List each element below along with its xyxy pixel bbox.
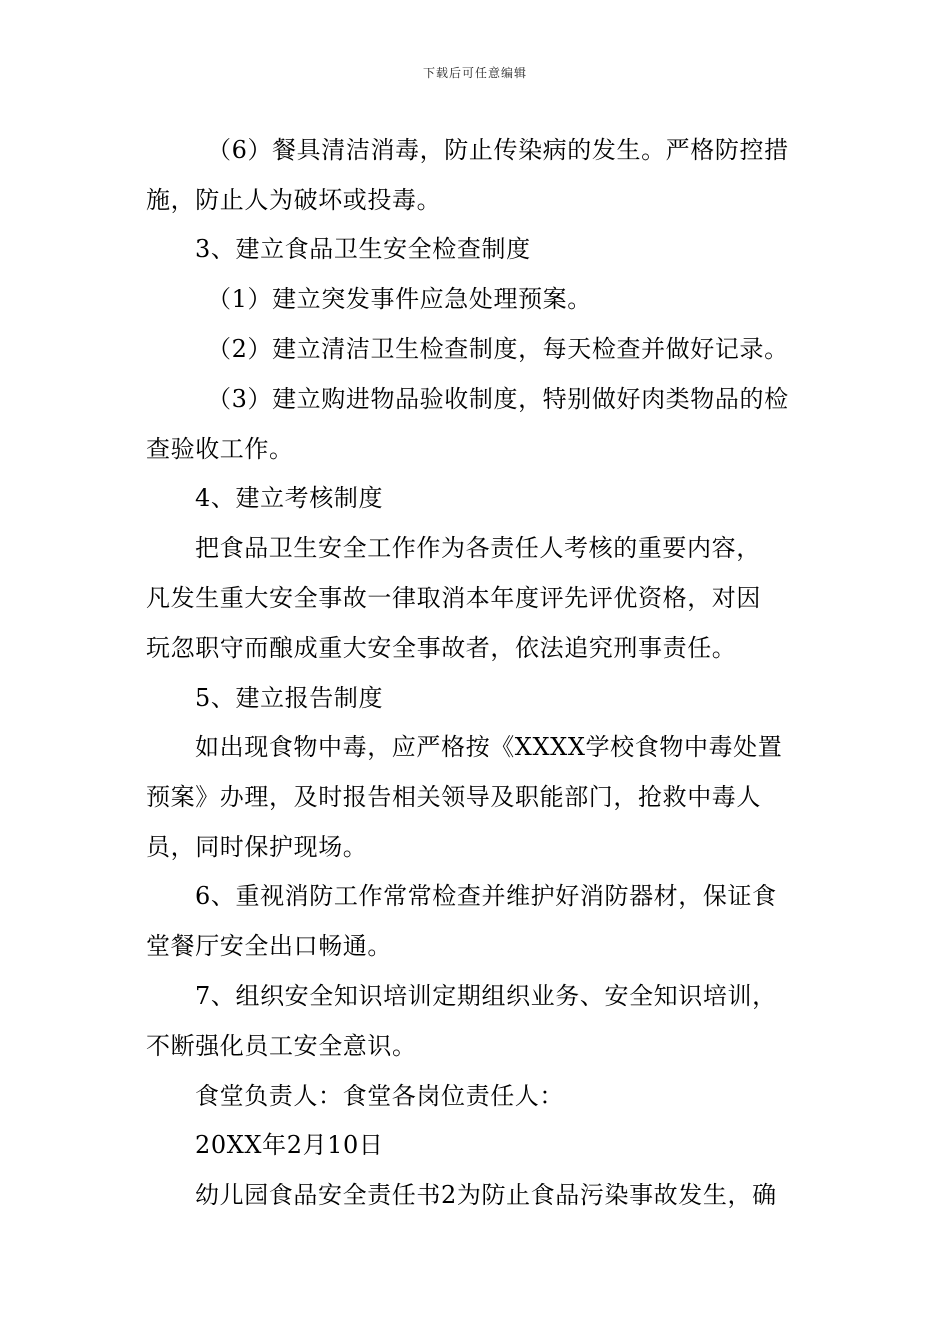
text-line: （2）建立清洁卫生检查制度，每天检查并做好记录。 bbox=[207, 335, 789, 363]
text-line: 凡发生重大安全事故一律取消本年度评先评优资格，对因 bbox=[146, 584, 761, 612]
text-line: （1）建立突发事件应急处理预案。 bbox=[207, 285, 592, 313]
page-header: 下载后可任意编辑 bbox=[422, 66, 527, 80]
text-line: 幼儿园食品安全责任书2为防止食品污染事故发生，确 bbox=[195, 1181, 777, 1209]
section-heading: 6、重视消防工作常常检查并维护好消防器材，保证食 bbox=[195, 882, 777, 910]
text-line: 把食品卫生安全工作作为各责任人考核的重要内容， bbox=[195, 534, 761, 562]
section-heading: 4、建立考核制度 bbox=[195, 484, 384, 512]
text-line: 施，防止人为破坏或投毒。 bbox=[146, 186, 442, 214]
text-line: （3）建立购进物品验收制度，特别做好肉类物品的检 bbox=[207, 385, 789, 413]
text-line: 员，同时保护现场。 bbox=[146, 833, 368, 861]
text-line: 如出现食物中毒，应严格按《XXXX学校食物中毒处置 bbox=[195, 733, 783, 761]
section-heading: 7、组织安全知识培训定期组织业务、安全知识培训， bbox=[195, 982, 777, 1010]
section-heading: 3、建立食品卫生安全检查制度 bbox=[195, 235, 531, 263]
text-line: 查验收工作。 bbox=[146, 435, 294, 463]
section-heading: 5、建立报告制度 bbox=[195, 684, 384, 712]
date-line: 20XX年2月10日 bbox=[195, 1131, 384, 1159]
text-line: 玩忽职守而酿成重大安全事故者，依法追究刑事责任。 bbox=[146, 634, 737, 662]
text-line: 预案》办理，及时报告相关领导及职能部门，抢救中毒人 bbox=[146, 783, 761, 811]
text-line: （6）餐具清洁消毒，防止传染病的发生。严格防控措 bbox=[207, 136, 789, 164]
text-line: 不断强化员工安全意识。 bbox=[146, 1032, 417, 1060]
signature-line: 食堂负责人：食堂各岗位责任人： bbox=[195, 1082, 564, 1110]
text-line: 堂餐厅安全出口畅通。 bbox=[146, 932, 392, 960]
